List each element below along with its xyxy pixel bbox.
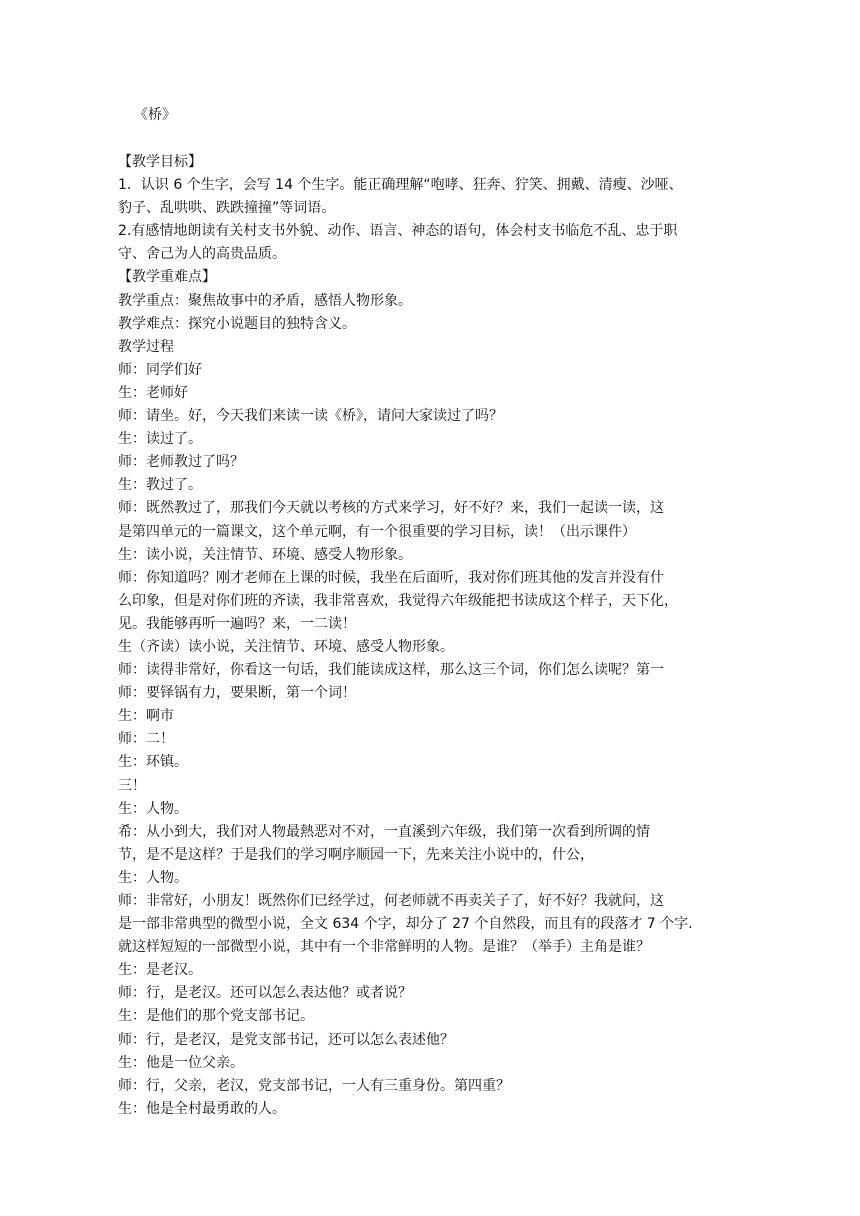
text-line: 【教学目标】 (118, 154, 202, 170)
text-line: 生：人物。 (118, 869, 188, 886)
text-line: 教学过程 (118, 338, 174, 355)
text-line: 教学难点：探究小说题目的独特含义。 (118, 315, 356, 332)
text-line: 师：行，是老汉。还可以怎么表达他？或者说？ (118, 985, 412, 1002)
text-line: 教学重点：聚焦故事中的矛盾，感悟人物形象。 (118, 292, 412, 309)
text-line: 生：他是一位父亲。 (118, 1054, 244, 1071)
text-line: 【教学重难点】 (118, 269, 216, 286)
text-line: 2.有感情地朗读有关村支书外貌、动作、语言、神态的语句，体会村支书临危不乱、忠于职 (118, 223, 678, 240)
text-line: 师：请坐。好，今天我们来读一读《桥》，请问大家读过了吗？ (118, 408, 503, 425)
text-line: 三！ (118, 777, 146, 794)
text-line: 师：要铎锅有力，要果断，第一个词！ (118, 685, 356, 702)
text-line: 生：读小说，关注情节、环境、感受人物形象。 (118, 546, 412, 563)
document-body (118, 151, 738, 1121)
text-line: 希：从小到大，我们对人物最熱恶对不对，一直溪到六年级，我们第一次看到所调的情 (118, 823, 650, 840)
text-line: 节，是不是这样？于是我们的学习啊序顺园一下，先来关注小说中的，什公， (118, 846, 594, 863)
text-line: 师：行，是老汉，是党支部书记，还可以怎么表述他？ (118, 1031, 454, 1048)
text-line: 生：老师好 (118, 384, 188, 401)
text-line: 就这样短短的一部微型小说，其中有一个非常鲜明的人物。是谁？（举手）主角是谁？ (118, 939, 650, 956)
text-line: 师：老师教过了吗？ (118, 454, 244, 471)
text-line: 豹子、乱哄哄、跌跌撞撞”等词语。 (118, 200, 336, 217)
text-line: 师：读得非常好，你看这一句话，我们能读成这样，那么这三个词，你们怎么读呢？第一 (118, 662, 664, 679)
text-line: 是第四单元的一篇课文，这个单元啊，有一个很重要的学习目标，读！（出示课件） (118, 523, 636, 540)
text-line: 是一部非常典型的微型小说，全文 634 个字，却分了 27 个自然段，而且有的段落才 7 个字. (118, 916, 693, 933)
text-line: 师：非常好，小朋友！既然你们已经学过，何老师就不再卖关子了，好不好？我就问，这 (118, 893, 664, 909)
text-line: 么印象，但是对你们班的齐读，我非常喜欢，我觉得六年级能把书读成这个样子，天下化， (118, 592, 678, 609)
text-line: 生：是老汉。 (118, 962, 202, 979)
text-line: 守、舍己为人的高贵品质。 (118, 246, 286, 263)
text-line: 见。我能够再听一遍吗？来，一二读！ (118, 615, 356, 632)
text-line: 师：你知道吗？刚才老师在上课的时候，我坐在后面听，我对你们班其他的发言并没有什 (118, 569, 664, 586)
text-line: 生：读过了。 (118, 431, 202, 448)
text-line: 师：二！ (118, 731, 174, 748)
text-line: 师：行，父亲，老汉，党支部书记，一人有三重身份。第四重？ (118, 1077, 510, 1094)
text-line: 师：同学们好 (118, 361, 202, 378)
text-line: 生：是他们的那个党支部书记。 (118, 1008, 314, 1025)
text-line: 生：环镇。 (118, 754, 188, 771)
text-line: 师：既然教过了，那我们今天就以考核的方式来学习，好不好？来，我们一起读一读，这 (118, 500, 664, 517)
text-line: 生：啊市 (118, 708, 174, 725)
text-line: 生（齐读）读小说，关注情节、环境、感受人物形象。 (118, 638, 454, 655)
text-line: 1．认识 6 个生字，会写 14 个生字。能正确理解“咆哮、狂奔、狞笑、拥戴、清瘦、沙哑、 (118, 177, 683, 194)
document-title: 《桥》 (134, 107, 176, 123)
text-line: 生：他是全村最勇敢的人。 (118, 1100, 286, 1117)
text-line: 生：教过了。 (118, 477, 202, 494)
text-line: 生：人物。 (118, 800, 188, 817)
